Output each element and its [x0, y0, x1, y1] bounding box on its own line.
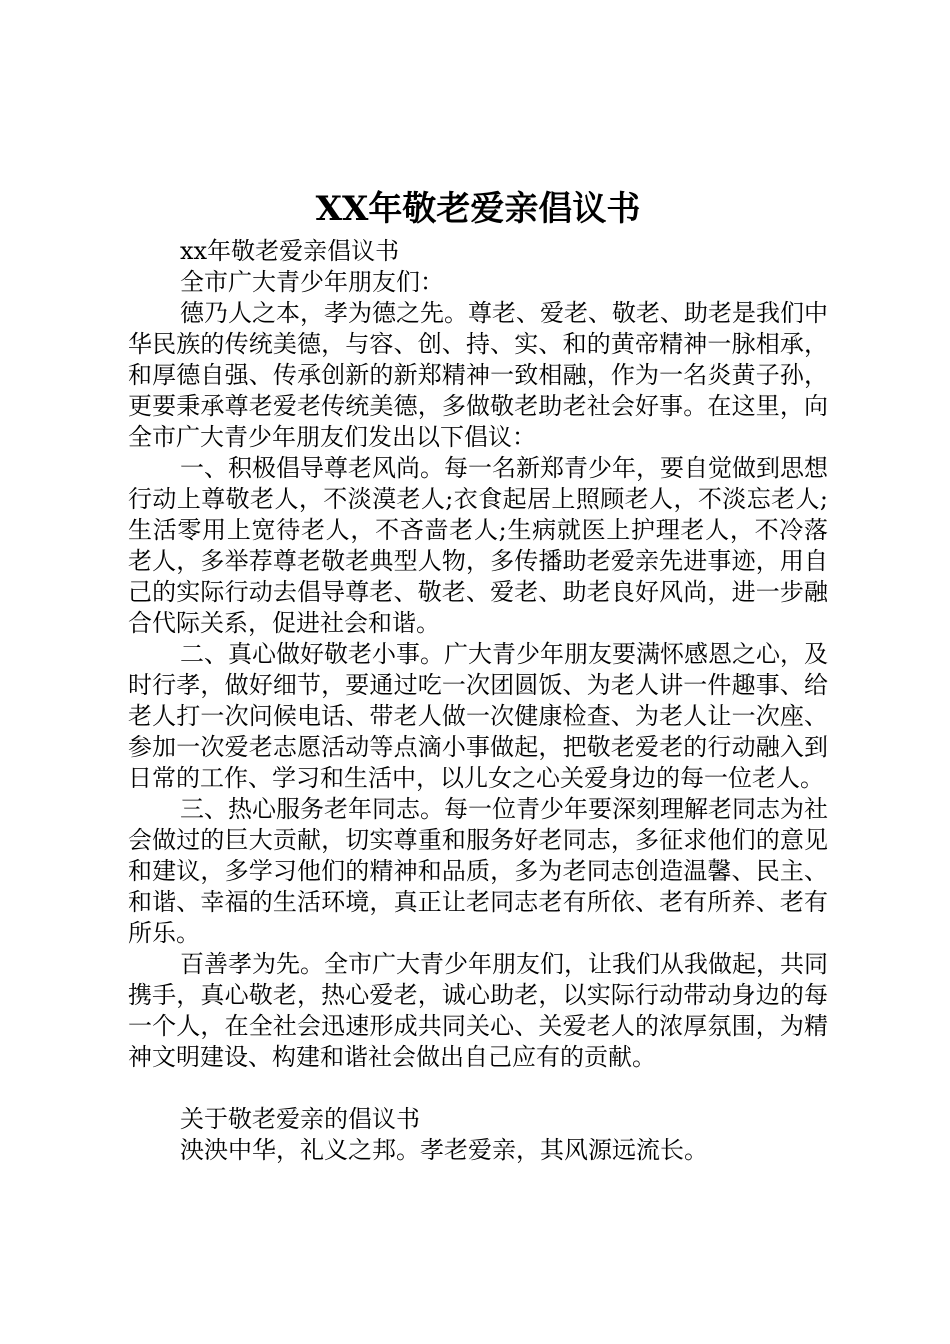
section-spacer	[128, 1073, 828, 1104]
paragraph-intro: 德乃人之本，孝为德之先。尊老、爱老、敬老、助老是我们中华民族的传统美德，与容、创、持、实、和的黄帝精神一脉相承，和厚德自强、传承创新的新郑精神一致相融，作为一名炎黄子孙，更要秉承尊老爱老传统美德，多做敬老助老社会好事。在这里，向全市广大青少年朋友们发出以下倡议：	[128, 299, 828, 451]
greeting: 全市广大青少年朋友们：	[180, 268, 444, 296]
document-subtitle: xx年敬老爱亲倡议书	[180, 237, 400, 265]
document-body	[128, 236, 828, 1166]
document-title: XX年敬老爱亲倡议书	[315, 189, 641, 229]
second-opening: 泱泱中华，礼义之邦。孝老爱亲，其风源远流长。	[180, 1136, 708, 1164]
paragraph-proposal-3: 三、热心服务老年同志。每一位青少年要深刻理解老同志为社会做过的巨大贡献，切实尊重和服务好老同志，多征求他们的意见和建议，多学习他们的精神和品质，多为老同志创造温馨、民主、和谐、幸福的生活环境，真正让老同志老有所依、老有所养、老有所乐。	[128, 795, 828, 947]
paragraph-closing: 百善孝为先。全市广大青少年朋友们，让我们从我做起，共同携手，真心敬老，热心爱老，诚心助老，以实际行动带动身边的每一个人，在全社会迅速形成共同关心、关爱老人的浓厚氛围，为精神文明建设、构建和谐社会做出自己应有的贡献。	[128, 950, 828, 1071]
paragraph-proposal-2: 二、真心做好敬老小事。广大青少年朋友要满怀感恩之心，及时行孝，做好细节，要通过吃一次团圆饭、为老人讲一件趣事、给老人打一次问候电话、带老人做一次健康检查、为老人让一次座、参加一次爱老志愿活动等点滴小事做起，把敬老爱老的行动融入到日常的工作、学习和生活中，以儿女之心关爱身边的每一位老人。	[128, 640, 828, 792]
second-heading: 关于敬老爱亲的倡议书	[180, 1105, 420, 1133]
paragraph-proposal-1: 一、积极倡导尊老风尚。每一名新郑青少年，要自觉做到思想行动上尊敬老人，不淡漠老人;衣食起居上照顾老人，不淡忘老人;生活零用上宽待老人，不吝啬老人;生病就医上护理老人，不冷落老人，多举荐尊老敬老典型人物，多传播助老爱亲先进事迹，用自己的实际行动去倡导尊老、敬老、爱老、助老良好风尚，进一步融合代际关系，促进社会和谐。	[128, 454, 828, 637]
